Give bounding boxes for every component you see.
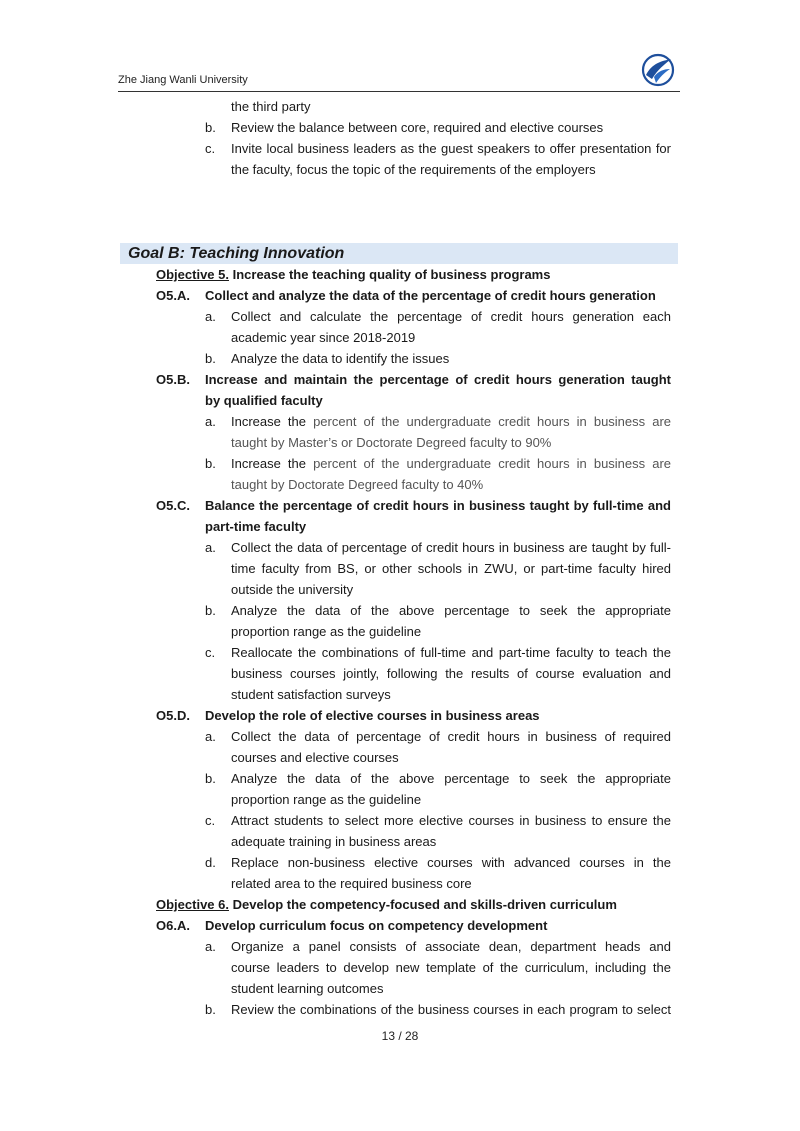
list-item-text: time faculty from BS, or other schools in ZWU, or part-time faculty hired — [231, 561, 671, 576]
list-marker: b. — [205, 456, 216, 471]
list-item-rest: percent of the undergraduate credit hours in business are — [313, 456, 672, 471]
list-item-text — [231, 411, 671, 432]
list-marker: a. — [205, 540, 216, 555]
section-title: Balance the percentage of credit hours in business taught by full-time and — [205, 498, 671, 513]
continued-text: the third party — [231, 99, 311, 114]
section-code: O5.A. — [156, 288, 190, 303]
header-institution: Zhe Jiang Wanli University — [118, 74, 248, 86]
list-item-text: proportion range as the guideline — [231, 624, 422, 639]
list-item-text: outside the university — [231, 582, 354, 597]
list-item-text: Replace non-business elective courses with advanced courses in the — [231, 855, 671, 870]
list-item-text: taught by Doctorate Degreed faculty to 40% — [231, 477, 484, 492]
list-marker: b. — [205, 771, 216, 786]
list-item-text: adequate training in business areas — [231, 834, 437, 849]
list-item-text: course leaders to develop new template of the curriculum, including the — [231, 960, 671, 975]
list-item-text: student learning outcomes — [231, 981, 384, 996]
list-item-lead: Increase the — [231, 456, 314, 471]
list-marker: b. — [205, 351, 216, 366]
list-item-text: Analyze the data of the above percentage to seek the appropriate — [231, 603, 671, 618]
list-marker: a. — [205, 414, 216, 429]
section-code: O5.D. — [156, 708, 190, 723]
objective-heading — [156, 264, 550, 285]
list-item-lead: Increase the — [231, 414, 314, 429]
section-title: Develop curriculum focus on competency development — [205, 918, 548, 933]
list-marker: c. — [205, 813, 216, 828]
objective-label: Objective 5. — [156, 267, 229, 282]
list-item-text: business courses jointly, following the results of course evaluation and — [231, 666, 671, 681]
list-marker: c. — [205, 645, 216, 660]
section-code: O5.B. — [156, 372, 190, 387]
list-item-text: Analyze the data to identify the issues — [231, 351, 450, 366]
list-item-text: Collect and calculate the percentage of credit hours generation each — [231, 309, 671, 324]
page-number: 13 / 28 — [381, 1029, 419, 1043]
section-code: O6.A. — [156, 918, 190, 933]
header-rule — [118, 91, 680, 92]
list-item-text: Reallocate the combinations of full-time and part-time faculty to teach the — [231, 645, 671, 660]
list-item-text: Collect the data of percentage of credit hours in business of required — [231, 729, 671, 744]
list-marker: b. — [205, 603, 216, 618]
list-item-text: Analyze the data of the above percentage to seek the appropriate — [231, 771, 671, 786]
list-marker: a. — [205, 729, 216, 744]
section-title: Develop the role of elective courses in business areas — [205, 708, 540, 723]
objective-label: Objective 6. — [156, 897, 229, 912]
list-marker: b. — [205, 1002, 216, 1017]
list-marker: a. — [205, 939, 216, 954]
section-title: Collect and analyze the data of the percentage of credit hours generation — [205, 288, 656, 303]
section-title: Increase and maintain the percentage of credit hours generation taught — [205, 372, 671, 387]
list-item-text: Invite local business leaders as the guest speakers to offer presentation for — [231, 141, 671, 156]
list-item-text: Organize a panel consists of associate dean, department heads and — [231, 939, 671, 954]
list-marker: d. — [205, 855, 216, 870]
list-item-text: the faculty, focus the topic of the requirements of the employers — [231, 162, 596, 177]
university-logo-icon — [640, 53, 676, 87]
list-item-text: academic year since 2018-2019 — [231, 330, 416, 345]
list-marker: a. — [205, 309, 216, 324]
objective-text: Increase the teaching quality of business programs — [228, 267, 551, 282]
list-item-text: Review the combinations of the business courses in each program to select — [231, 1002, 671, 1017]
list-item-text: related area to the required business core — [231, 876, 472, 891]
list-marker: b. — [205, 120, 216, 135]
list-item-text: student satisfaction surveys — [231, 687, 391, 702]
list-item-rest: percent of the undergraduate credit hours in business are — [313, 414, 672, 429]
section-title: part-time faculty — [205, 519, 307, 534]
goal-title: Goal B: Teaching Innovation — [128, 245, 345, 262]
list-marker: c. — [205, 141, 216, 156]
list-item-text — [231, 453, 671, 474]
section-title: by qualified faculty — [205, 393, 323, 408]
objective-text: Develop the competency-focused and skills-driven curriculum — [228, 897, 617, 912]
list-item-text: proportion range as the guideline — [231, 792, 422, 807]
list-item-text: courses and elective courses — [231, 750, 399, 765]
list-item-text: Attract students to select more elective courses in business to ensure the — [231, 813, 671, 828]
list-item-text: Collect the data of percentage of credit hours in business are taught by full- — [231, 540, 671, 555]
list-item-text: Review the balance between core, required and elective courses — [231, 120, 604, 135]
objective-heading — [156, 894, 617, 915]
list-item-text: taught by Master’s or Doctorate Degreed faculty to 90% — [231, 435, 552, 450]
section-code: O5.C. — [156, 498, 190, 513]
